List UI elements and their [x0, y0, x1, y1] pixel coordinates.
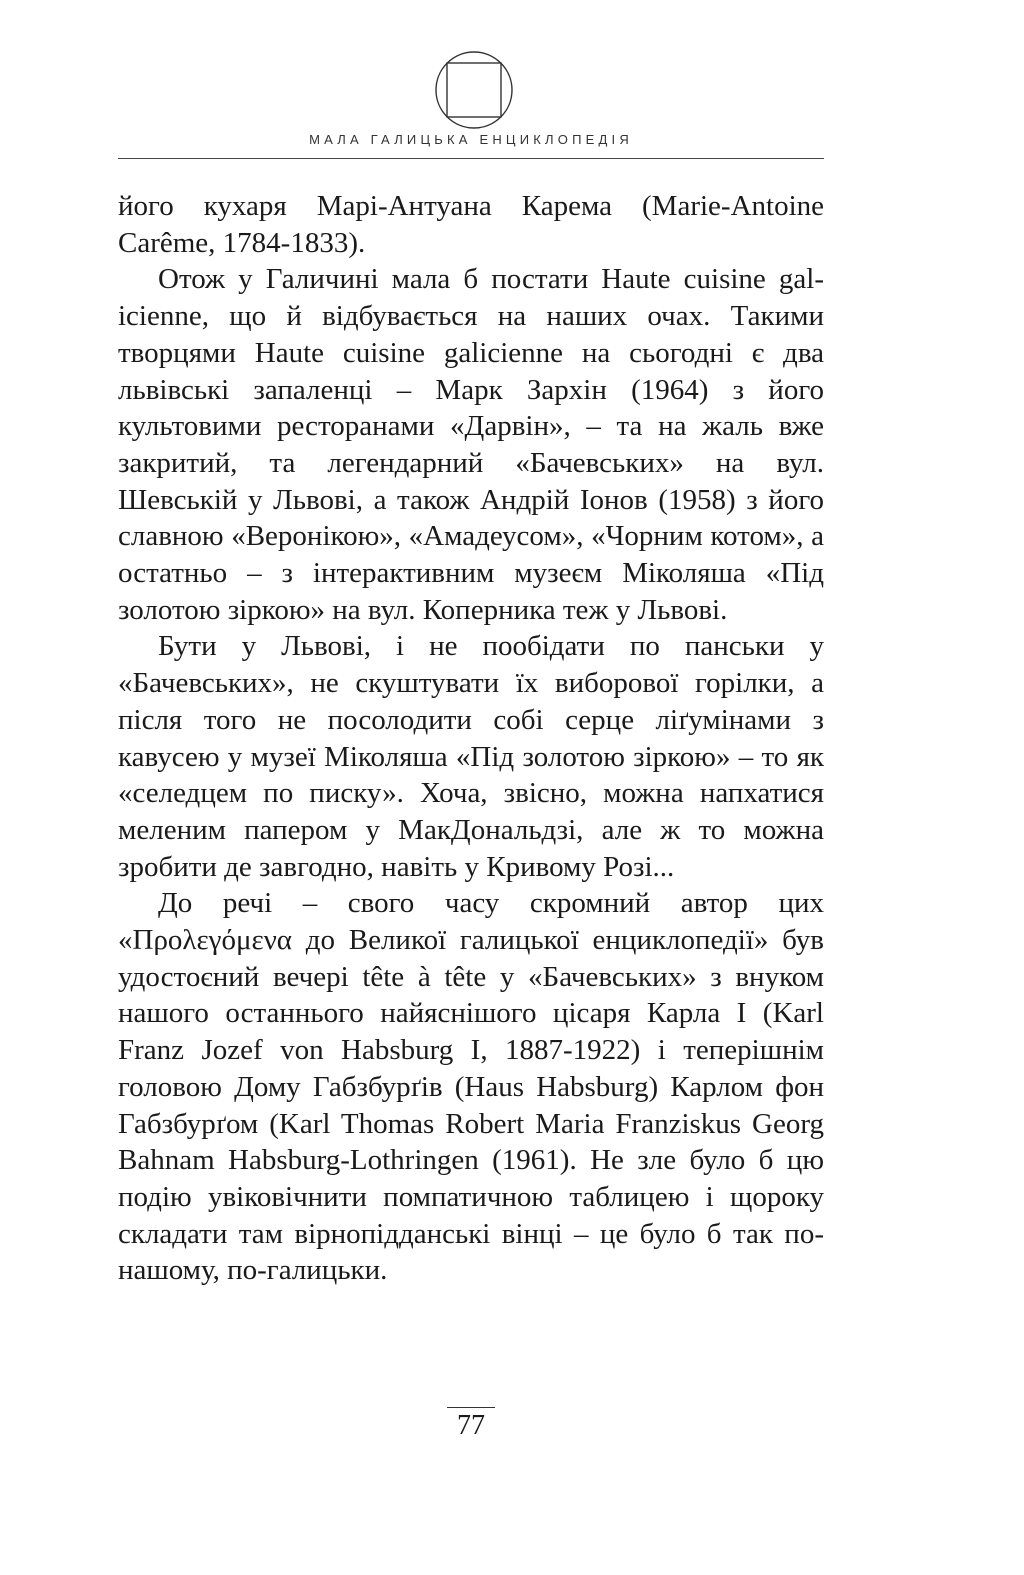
- header-rule: [118, 158, 824, 159]
- page-number: 77: [447, 1407, 495, 1442]
- running-head-title: МАЛА ГАЛИЦЬКА ЕНЦИКЛОПЕДІЯ: [309, 132, 633, 147]
- paragraph: його кухаря Марі-Антуана Карема (Marie-Antoine Carême, 1784-1833).: [118, 190, 824, 259]
- paragraph: Отож у Галичині мала б постати Haute cuisine galicienne, що й відбувається на наших очах. Такими творцями Haute cuisine galicienne на сьогодні є два львівські запаленці – Марк Зархін (1964) з його культовими ресторанами «Дарвін», – та на жаль вже закритий, та легендарний «Бачевських» на вул. Шевській у Львові, а також Андрій Іонов (1958) з його славною «Веронікою», «Амадеусом», «Чорним котом», а остатньо – з інтерактивним музеєм Міколяша «Під золотою зіркою» на вул. Коперника теж у Львові.: [118, 263, 824, 626]
- paragraph: Бути у Львові, і не пообідати по панськи у «Бачевських», не скуштувати їх виборової горілки, а після того не посолодити собі серце ліґумінами з кавусею у музеї Міколяша «Під золотою зіркою» – то як «селедцем по писку». Хоча, звісно, можна напхатися меленим папером у МакДональдзі, але ж то можна зробити де завгодно, навіть у Кривому Розі...: [118, 630, 824, 883]
- circle-square-emblem-icon: [434, 50, 514, 130]
- body-text: [118, 188, 824, 1289]
- paragraph: До речі – свого часу скромний автор цих «Προλεγόμενα до Великої галицької енциклопедії» був удостоєний вечері tête à tête у «Бачевських» з внуком нашого останнього найяснішого цісаря Карла І (Karl Franz Jozef von Habsburg I, 1887-1922) і теперішнім головою Дому Габзбурґів (Haus Habsburg) Карлом фон Габзбурґом (Karl Thomas Robert Maria Franziskus Georg Bahnam Habsburg-Lothringen (1961). Не зле було б цю подію увіковічнити помпатичною таблицею і щороку складати там вірнопідданські вінці – це було б так понашому, по-галицьки.: [118, 887, 824, 1287]
